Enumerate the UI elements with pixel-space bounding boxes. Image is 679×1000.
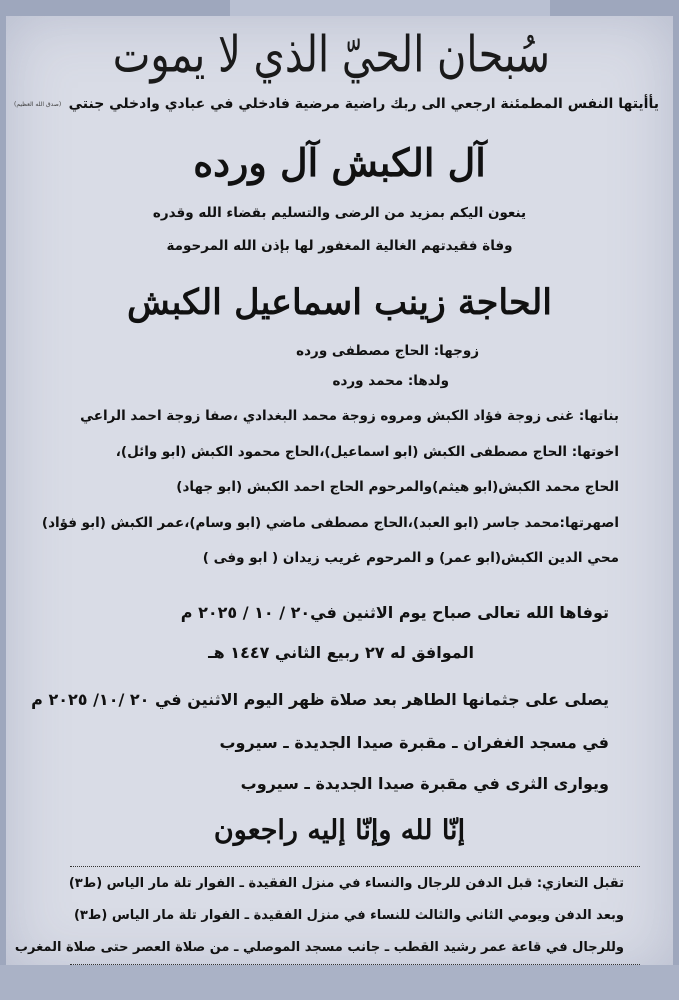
relative-brothers: اخوتها: الحاج مصطفى الكبش (ابو اسماعيل)،الحاج محمود الكبش (ابو وائل)، [115,444,619,460]
funeral-prayer: يصلى على جثمانها الطاهر بعد صلاة ظهر اليوم الاثنين في ٢٠ /١٠/ ٢٠٢٥ م [31,690,609,709]
divider-bottom [70,964,640,965]
relative-brothers-cont: الحاج محمد الكبش(ابو هيثم)والمرحوم الحاج احمد الكبش (ابو جهاد) [176,479,619,495]
condolence-line-3: وللرجال في قاعة عمر رشيد القطب ـ جانب مسجد الموصلي ـ من صلاة العصر حتى صلاة المغرب [14,940,624,955]
relative-in-laws: اصهرتها:محمد جاسر (ابو العبد)،الحاج مصطفى ماضي (ابو وسام)،عمر الكبش (ابو فؤاد) [41,515,619,531]
funeral-mosque: في مسجد الغفران ـ مقبرة صيدا الجديدة ـ سيروب [219,733,609,752]
background-strip-bottom [0,965,679,1000]
death-date: توفاها الله تعالى صباح يوم الاثنين في٢٠ / ١٠ / ٢٠٢٥ م [180,603,609,622]
condolence-line-2: وبعد الدفن ويومي الثاني والثالث للنساء في منزل الفقيدة ـ الفوار تلة مار الياس (ط٣) [73,908,624,923]
divider-top [70,866,640,867]
family-name: آل الكبش آل ورده [193,140,486,185]
relative-in-laws-cont: محي الدين الكبش(ابو عمر) و المرحوم غريب زيدان ( ابو وفى ) [202,550,619,566]
intro-line-2: وفاة فقيدتهم الغالية المغفور لها بإذن الله المرحومة [166,238,513,254]
closing-verse: إنّا لله وإنّا إليه راجعون [213,815,466,846]
relative-son: ولدها: محمد ورده [332,373,449,389]
relative-daughters: بناتها: غنى زوجة فؤاد الكبش ومروه زوجة محمد البغدادي ،صفا زوجة احمد الراعي [80,408,619,424]
deceased-name: الحاجة زينب اسماعيل الكبش [127,282,552,323]
relative-husband: زوجها: الحاج مصطفى ورده [296,343,479,359]
intro-line-1: ينعون اليكم بمزيد من الرضى والتسليم بقضاء الله وقدره [152,205,527,221]
quran-verse: يأأيتها النفس المطمئنة ارجعي الى ربك راضية مرضية فادخلي في عبادي وادخلي جنتي [68,96,659,112]
condolence-line-1: تقبل التعازي: قبل الدفن للرجال والنساء في منزل الفقيدة ـ الفوار تلة مار الياس (ط٣) [68,876,624,891]
hijri-date: الموافق له ٢٧ ربيع الثاني ١٤٤٧ هـ [208,643,474,662]
verse-note: (صدق الله العظيم) [14,101,62,108]
burial-place: ويوارى الثرى في مقبرة صيدا الجديدة ـ سيروب [240,774,609,793]
calligraphy-header: سُبحان الحيّ الذي لا يموت [112,26,550,84]
